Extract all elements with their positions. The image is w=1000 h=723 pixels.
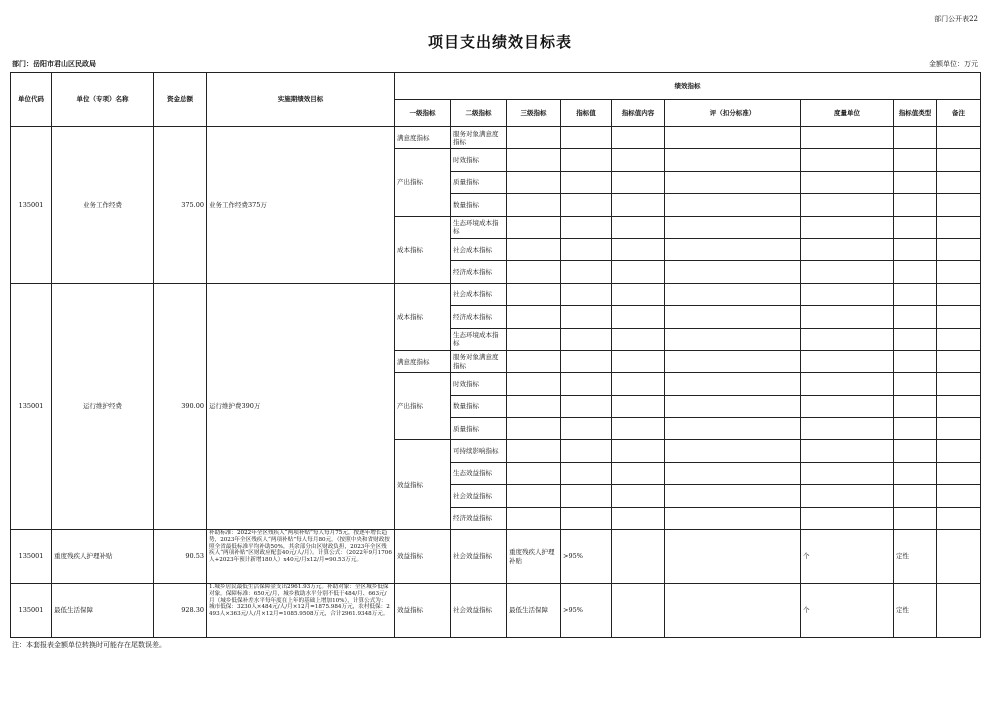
level3-cell xyxy=(507,238,561,260)
value-cell xyxy=(561,395,612,417)
col-value-type: 指标值类型 xyxy=(894,100,937,127)
unit-name-cell: 业务工作经费 xyxy=(52,127,154,284)
value-content-cell xyxy=(612,485,665,507)
value-cell xyxy=(561,485,612,507)
value-content-cell xyxy=(612,238,665,260)
remark-cell xyxy=(937,507,981,529)
remark-cell xyxy=(937,440,981,462)
table-row xyxy=(11,127,981,149)
remark-cell xyxy=(937,584,981,638)
value-content-cell xyxy=(612,418,665,440)
level3-cell xyxy=(507,418,561,440)
level3-cell xyxy=(507,261,561,283)
value-cell xyxy=(561,194,612,216)
level3-cell xyxy=(507,171,561,193)
measure-unit-cell xyxy=(801,149,894,171)
scoring-cell xyxy=(665,328,801,350)
value-type-cell xyxy=(894,306,937,328)
value-cell xyxy=(561,216,612,238)
value-content-cell xyxy=(612,306,665,328)
scoring-cell xyxy=(665,373,801,395)
value-type-cell xyxy=(894,238,937,260)
target-text: 1.城乡居民最低生活保障金支出2961.93万元。补助对象：全区城乡低保对象。保障标准：650元/月，城乡救助水平分别不低于484/月、663元/月（城乡低保补差水平每年度在上年的基础上增加10%），计算公式为：城市低保：3230人×484元/人/月×12月=1875.984万元，农村低保：2493人×363元/人/月×12月=1085.9508万元，合计2961.9348万元。 xyxy=(209,584,390,618)
value-type-cell: 定性 xyxy=(894,530,937,584)
value-cell xyxy=(561,507,612,529)
col-unit-code: 单位代码 xyxy=(11,73,52,127)
value-content-cell xyxy=(612,149,665,171)
col-total-funds: 资金总额 xyxy=(154,73,207,127)
scoring-cell xyxy=(665,350,801,372)
value-cell xyxy=(561,171,612,193)
amount-unit-label: 金额单位：万元 xyxy=(929,60,978,68)
level2-cell: 服务对象满意度指标 xyxy=(451,350,507,372)
scoring-cell xyxy=(665,194,801,216)
scoring-cell xyxy=(665,261,801,283)
level2-cell: 经济成本指标 xyxy=(451,261,507,283)
unit-code-cell: 135001 xyxy=(11,127,52,284)
measure-unit-cell xyxy=(801,171,894,193)
level2-cell: 数量指标 xyxy=(451,194,507,216)
measure-unit-cell xyxy=(801,127,894,149)
level3-cell xyxy=(507,306,561,328)
remark-cell xyxy=(937,194,981,216)
footer-note: 注：本套报表金额单位转换时可能存在尾数误差。 xyxy=(12,641,166,649)
measure-unit-cell xyxy=(801,395,894,417)
level3-cell xyxy=(507,283,561,305)
table-body xyxy=(11,127,981,638)
value-cell xyxy=(561,149,612,171)
value-cell xyxy=(561,328,612,350)
value-type-cell xyxy=(894,462,937,484)
target-text: 补助标准：2022年全区残疾人“两项补贴”每人每月75元，按逐年增长趋势，2023年全区残疾人“两项补贴”每人每月80元。（按照中央和省财政按照全省最低标准平均补助50%，其余部分由区财政负担，2023年全区残疾人“两项补贴”区财政应配套40元/人/月）。计算公式：（2022年9月1706人+2023年预计新增180人）x40元/月x12/月=90.53万元。 xyxy=(209,530,392,564)
value-type-cell xyxy=(894,418,937,440)
level1-cell: 效益指标 xyxy=(395,584,451,638)
scoring-cell xyxy=(665,462,801,484)
table-row xyxy=(11,283,981,305)
unit-name-cell: 运行维护经费 xyxy=(52,283,154,529)
amount-cell: 390.00 xyxy=(154,283,207,529)
level2-cell: 经济成本指标 xyxy=(451,306,507,328)
value-type-cell xyxy=(894,261,937,283)
level3-cell xyxy=(507,440,561,462)
level3-cell xyxy=(507,395,561,417)
value-content-cell xyxy=(612,584,665,638)
col-level3: 三级指标 xyxy=(507,100,561,127)
value-type-cell xyxy=(894,485,937,507)
col-level1: 一级指标 xyxy=(395,100,451,127)
value-cell xyxy=(561,373,612,395)
level3-cell xyxy=(507,350,561,372)
level2-cell: 时效指标 xyxy=(451,373,507,395)
scoring-cell xyxy=(665,418,801,440)
value-content-cell xyxy=(612,328,665,350)
value-type-cell xyxy=(894,507,937,529)
level1-cell: 产出指标 xyxy=(395,373,451,440)
value-content-cell xyxy=(612,507,665,529)
value-type-cell: 定性 xyxy=(894,584,937,638)
value-content-cell xyxy=(612,373,665,395)
level1-cell: 效益指标 xyxy=(395,530,451,584)
scoring-cell xyxy=(665,283,801,305)
performance-target-table xyxy=(10,72,981,638)
value-cell xyxy=(561,261,612,283)
value-content-cell xyxy=(612,127,665,149)
measure-unit-cell xyxy=(801,462,894,484)
value-type-cell xyxy=(894,149,937,171)
level2-cell: 质量指标 xyxy=(451,171,507,193)
value-cell xyxy=(561,440,612,462)
remark-cell xyxy=(937,350,981,372)
table-row xyxy=(11,530,981,584)
measure-unit-cell xyxy=(801,328,894,350)
scoring-cell xyxy=(665,127,801,149)
value-cell xyxy=(561,306,612,328)
value-type-cell xyxy=(894,350,937,372)
scoring-cell xyxy=(665,507,801,529)
remark-cell xyxy=(937,127,981,149)
level2-cell: 生态效益指标 xyxy=(451,462,507,484)
remark-cell xyxy=(937,149,981,171)
unit-code-cell: 135001 xyxy=(11,584,52,638)
measure-unit-cell xyxy=(801,216,894,238)
value-content-cell xyxy=(612,261,665,283)
page-title: 项目支出绩效目标表 xyxy=(427,33,572,51)
remark-cell xyxy=(937,216,981,238)
remark-cell xyxy=(937,418,981,440)
level1-cell: 满意度指标 xyxy=(395,350,451,372)
target-cell xyxy=(207,584,395,638)
scoring-cell xyxy=(665,216,801,238)
col-target: 实施期绩效目标 xyxy=(207,73,395,127)
level3-cell xyxy=(507,127,561,149)
unit-code-cell: 135001 xyxy=(11,530,52,584)
value-content-cell xyxy=(612,194,665,216)
table-row xyxy=(11,584,981,638)
level3-cell: 重度残疾人护理补贴 xyxy=(507,530,561,584)
level3-cell xyxy=(507,216,561,238)
measure-unit-cell xyxy=(801,485,894,507)
value-type-cell xyxy=(894,283,937,305)
scoring-cell xyxy=(665,306,801,328)
remark-cell xyxy=(937,462,981,484)
value-cell xyxy=(561,238,612,260)
level3-cell xyxy=(507,328,561,350)
amount-cell: 928.30 xyxy=(154,584,207,638)
remark-cell xyxy=(937,238,981,260)
remark-cell xyxy=(937,283,981,305)
level1-cell: 产出指标 xyxy=(395,149,451,216)
level2-cell: 社会效益指标 xyxy=(451,584,507,638)
measure-unit-cell xyxy=(801,507,894,529)
value-type-cell xyxy=(894,216,937,238)
measure-unit-cell: 个 xyxy=(801,530,894,584)
value-type-cell xyxy=(894,127,937,149)
level1-cell: 成本指标 xyxy=(395,216,451,283)
value-cell xyxy=(561,127,612,149)
scoring-cell xyxy=(665,238,801,260)
unit-code-cell: 135001 xyxy=(11,283,52,529)
scoring-cell xyxy=(665,485,801,507)
remark-cell xyxy=(937,261,981,283)
value-type-cell xyxy=(894,373,937,395)
value-content-cell xyxy=(612,395,665,417)
amount-cell: 375.00 xyxy=(154,127,207,284)
level1-cell: 满意度指标 xyxy=(395,127,451,149)
value-content-cell xyxy=(612,530,665,584)
value-content-cell xyxy=(612,350,665,372)
value-content-cell xyxy=(612,216,665,238)
col-unit-name: 单位（专项）名称 xyxy=(52,73,154,127)
value-type-cell xyxy=(894,395,937,417)
amount-cell: 90.53 xyxy=(154,530,207,584)
scoring-cell xyxy=(665,440,801,462)
remark-cell xyxy=(937,328,981,350)
col-level2: 二级指标 xyxy=(451,100,507,127)
level2-cell: 社会效益指标 xyxy=(451,530,507,584)
scoring-cell xyxy=(665,149,801,171)
target-cell: 运行维护费390万 xyxy=(207,283,395,529)
measure-unit-cell xyxy=(801,373,894,395)
value-cell: >95% xyxy=(561,584,612,638)
value-type-cell xyxy=(894,328,937,350)
value-content-cell xyxy=(612,462,665,484)
level2-cell: 生态环境成本指标 xyxy=(451,328,507,350)
scoring-cell xyxy=(665,530,801,584)
col-remark: 备注 xyxy=(937,100,981,127)
value-content-cell xyxy=(612,171,665,193)
value-type-cell xyxy=(894,194,937,216)
col-value-content: 指标值内容 xyxy=(612,100,665,127)
level2-cell: 数量指标 xyxy=(451,395,507,417)
level2-cell: 社会成本指标 xyxy=(451,238,507,260)
remark-cell xyxy=(937,395,981,417)
level3-cell xyxy=(507,485,561,507)
target-cell xyxy=(207,530,395,584)
level3-cell xyxy=(507,194,561,216)
measure-unit-cell xyxy=(801,194,894,216)
measure-unit-cell xyxy=(801,350,894,372)
measure-unit-cell xyxy=(801,283,894,305)
unit-name-cell: 最低生活保障 xyxy=(52,584,154,638)
measure-unit-cell xyxy=(801,418,894,440)
level2-cell: 可持续影响指标 xyxy=(451,440,507,462)
department-label: 部门：岳阳市君山区民政局 xyxy=(12,59,96,68)
remark-cell xyxy=(937,171,981,193)
level2-cell: 服务对象满意度指标 xyxy=(451,127,507,149)
scoring-cell xyxy=(665,584,801,638)
level1-cell: 成本指标 xyxy=(395,283,451,350)
value-content-cell xyxy=(612,283,665,305)
measure-unit-cell xyxy=(801,440,894,462)
level2-cell: 社会成本指标 xyxy=(451,283,507,305)
level1-cell: 效益指标 xyxy=(395,440,451,530)
remark-cell xyxy=(937,306,981,328)
remark-cell xyxy=(937,373,981,395)
value-cell: >95% xyxy=(561,530,612,584)
scoring-cell xyxy=(665,395,801,417)
measure-unit-cell xyxy=(801,261,894,283)
measure-unit-cell: 个 xyxy=(801,584,894,638)
level2-cell: 经济效益指标 xyxy=(451,507,507,529)
col-value: 指标值 xyxy=(561,100,612,127)
remark-cell xyxy=(937,485,981,507)
level3-cell: 最低生活保障 xyxy=(507,584,561,638)
scoring-cell xyxy=(665,171,801,193)
value-type-cell xyxy=(894,171,937,193)
level3-cell xyxy=(507,149,561,171)
unit-name-cell: 重度残疾人护理补贴 xyxy=(52,530,154,584)
col-scoring: 评（扣分标准） xyxy=(665,100,801,127)
measure-unit-cell xyxy=(801,238,894,260)
level2-cell: 生态环境成本指标 xyxy=(451,216,507,238)
level2-cell: 社会效益指标 xyxy=(451,485,507,507)
level3-cell xyxy=(507,507,561,529)
remark-cell xyxy=(937,530,981,584)
col-measure-unit: 度量单位 xyxy=(801,100,894,127)
value-type-cell xyxy=(894,440,937,462)
level3-cell xyxy=(507,462,561,484)
target-cell: 业务工作经费375万 xyxy=(207,127,395,284)
level3-cell xyxy=(507,373,561,395)
level2-cell: 质量指标 xyxy=(451,418,507,440)
value-cell xyxy=(561,350,612,372)
table-number-label: 部门公开表22 xyxy=(934,15,978,23)
value-cell xyxy=(561,418,612,440)
level2-cell: 时效指标 xyxy=(451,149,507,171)
measure-unit-cell xyxy=(801,306,894,328)
value-cell xyxy=(561,462,612,484)
col-perf-group: 绩效指标 xyxy=(395,73,981,100)
value-cell xyxy=(561,283,612,305)
value-content-cell xyxy=(612,440,665,462)
